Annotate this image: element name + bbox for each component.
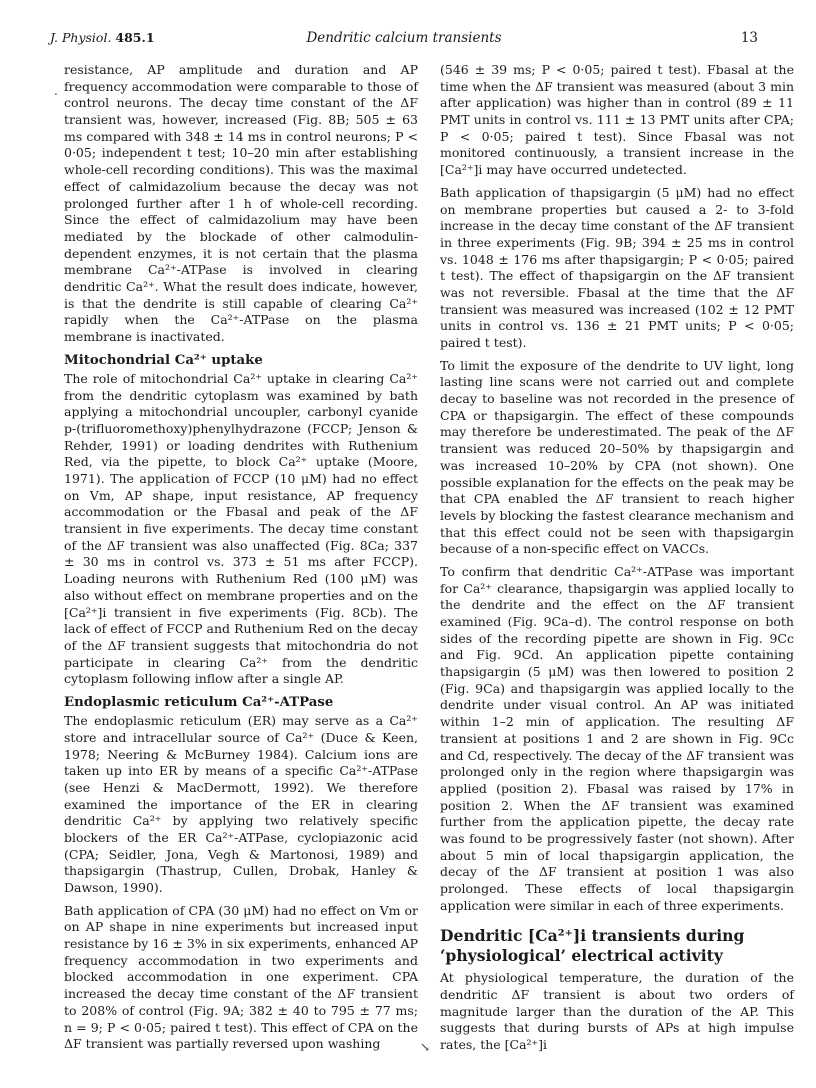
- journal-name: J. Physiol.: [50, 30, 112, 45]
- paragraph-calmidazolium-result: resistance, AP amplitude and duration and AP frequency accommodation were comparable to those of control neurons. The decay time constant of the ΔF transient was, however, increased (Fig. 8B; 505 ± 63 ms compared with 348 ± 14 ms in control neurons; P < 0·05; independent t test; 10–20 min after establishing whole-cell recording conditions). This was the maximal effect of calmidazolium because the decay was not prolonged further after 1 h of whole-cell recording. Since the effect of calmidazolium may have been mediated by the blockade of other calmodulin-dependent enzymes, it is not certain that the plasma membrane Ca²⁺-ATPase is involved in clearing dendritic Ca²⁺. What the result does indicate, however, is that the dendrite is still capable of clearing Ca²⁺ rapidly when the Ca²⁺-ATPase on the plasma membrane is inactivated.: [64, 62, 418, 344]
- paragraph-cpa-washout: (546 ± 39 ms; P < 0·05; paired t test). Fbasal at the time when the ΔF transient was measured (about 3 min after application) was higher than in control (89 ± 11 PMT units in control vs. 111 ± 13 PMT units after CPA; P < 0·05; paired t test). Since Fbasal was not monitored continuously, a transient increase in the [Ca²⁺]i may have occurred undetected.: [440, 62, 794, 178]
- running-title: Dendritic calcium transients: [306, 30, 502, 46]
- page-header: [50, 30, 758, 50]
- paragraph-uv-exposure: To limit the exposure of the dendrite to UV light, long lasting line scans were not carried out and complete decay to baseline was not recorded in the presence of CPA or thapsigargin. The effect of these compounds may therefore be underestimated. The peak of the ΔF transient was reduced 20–50% by thapsigargin and was increased 10–20% by CPA (not shown). One possible explanation for the effects on the peak may be that CPA enabled the ΔF transient to reach higher levels by blocking the fastest clearance mechanism and that this effect could not be seen with thapsigargin because of a non-specific effect on VACCs.: [440, 357, 794, 557]
- journal-volume: 485.1: [115, 30, 155, 45]
- scan-mark: ↘: [420, 1040, 431, 1054]
- section-heading-er-atpase: Endoplasmic reticulum Ca²⁺-ATPase: [64, 694, 334, 710]
- left-column: [64, 62, 418, 1059]
- paragraph-physiological-temperature: At physiological temperature, the duration of the dendritic ΔF transient is about two orders of magnitude larger than the duration of the AP. This suggests that during bursts of APs at high impulse rates, the [Ca²⁺]i: [440, 970, 794, 1053]
- paragraph-er-intro: The endoplasmic reticulum (ER) may serve as a Ca²⁺ store and intracellular source of Ca²⁺ (Duce & Keen, 1978; Neering & McBurney 1984). Calcium ions are taken up into ER by means of a specific Ca²⁺-ATPase (see Henzi & MacDermott, 1992). We therefore examined the importance of the ER in clearing dendritic Ca²⁺ by applying two relatively specific blockers of the ER Ca²⁺-ATPase, cyclopiazonic acid (CPA; Seidler, Jona, Vegh & Martonosi, 1989) and thapsigargin (Thastrup, Cullen, Drobak, Hanley & Dawson, 1990).: [64, 713, 418, 896]
- paragraph-mitochondrial: The role of mitochondrial Ca²⁺ uptake in clearing Ca²⁺ from the dendritic cytoplasm was examined by bath applying a mitochondrial uncoupler, carbonyl cyanide p-(trifluoromethoxy)phenylhydrazone (FCCP; Jenson & Rehder, 1991) or loading dendrites with Ruthenium Red, via the pipette, to block Ca²⁺ uptake (Moore, 1971). The application of FCCP (10 μM) had no effect on Vm, AP shape, input resistance, AP frequency accommodation or the Fbasal and peak of the ΔF transient in five experiments. The decay time constant of the ΔF transient was also unaffected (Fig. 8Ca; 337 ± 30 ms in control vs. 373 ± 51 ms after FCCP). Loading neurons with Ruthenium Red (100 μM) was also without effect on membrane properties and on the [Ca²⁺]i transient in five experiments (Fig. 8Cb). The lack of effect of FCCP and Ruthenium Red on the decay of the ΔF transient suggests that mitochondria do not participate in clearing Ca²⁺ from the dendritic cytoplasm following inflow after a single AP.: [64, 370, 418, 687]
- paragraph-cpa-application: Bath application of CPA (30 μM) had no effect on Vm or on AP shape in nine experiments but increased input resistance by 16 ± 3% in six experiments, enhanced AP frequency accommodation in two experiments and blocked accommodation in one experiment. CPA increased the decay time constant of the ΔF transient to 208% of control (Fig. 9A; 382 ± 40 to 795 ± 77 ms; n = 9; P < 0·05; paired t test). This effect of CPA on the ΔF transient was partially reversed upon washing: [64, 902, 418, 1052]
- right-column: [440, 62, 794, 1060]
- scan-speck: .: [54, 84, 58, 98]
- section-heading-physiological-activity: Dendritic [Ca²⁺]i transients during ‘physiological’ electrical activity: [440, 926, 745, 966]
- paragraph-local-thapsigargin: To confirm that dendritic Ca²⁺-ATPase was important for Ca²⁺ clearance, thapsigargin was applied locally to the dendrite and the effect on the ΔF transient examined (Fig. 9Ca–d). The control response on both sides of the recording pipette are shown in Fig. 9Cc and Fig. 9Cd. An application pipette containing thapsigargin (5 μM) was then lowered to position 2 (Fig. 9Ca) and thapsigargin was applied locally to the dendrite under visual control. An AP was initiated within 1–2 min of application. The resulting ΔF transient at positions 1 and 2 are shown in Fig. 9Cc and Cd, respectively. The decay of the ΔF transient was prolonged only in the region where thapsigargin was applied (position 2). Fbasal was raised by 17% in position 2. When the ΔF transient was examined further from the application pipette, the decay rate was found to be progressively faster (not shown). After about 5 min of local thapsigargin application, the decay of the ΔF transient at position 1 was also prolonged. These effects of local thapsigargin application were similar in each of three experiments.: [440, 563, 794, 913]
- section-heading-mitochondrial: Mitochondrial Ca²⁺ uptake: [64, 352, 263, 368]
- page-number: 13: [740, 30, 758, 46]
- paragraph-thapsigargin-bath: Bath application of thapsigargin (5 μM) had no effect on membrane properties but caused a 2- to 3-fold increase in the decay time constant of the ΔF transient in three experiments (Fig. 9B; 394 ± 25 ms in control vs. 1048 ± 176 ms after thapsigargin; P < 0·05; paired t test). The effect of thapsigargin on the ΔF transient was not reversible. Fbasal at the time that the ΔF transient was measured was increased (102 ± 12 PMT units in control vs. 136 ± 21 PMT units; P < 0·05; paired t test).: [440, 184, 794, 350]
